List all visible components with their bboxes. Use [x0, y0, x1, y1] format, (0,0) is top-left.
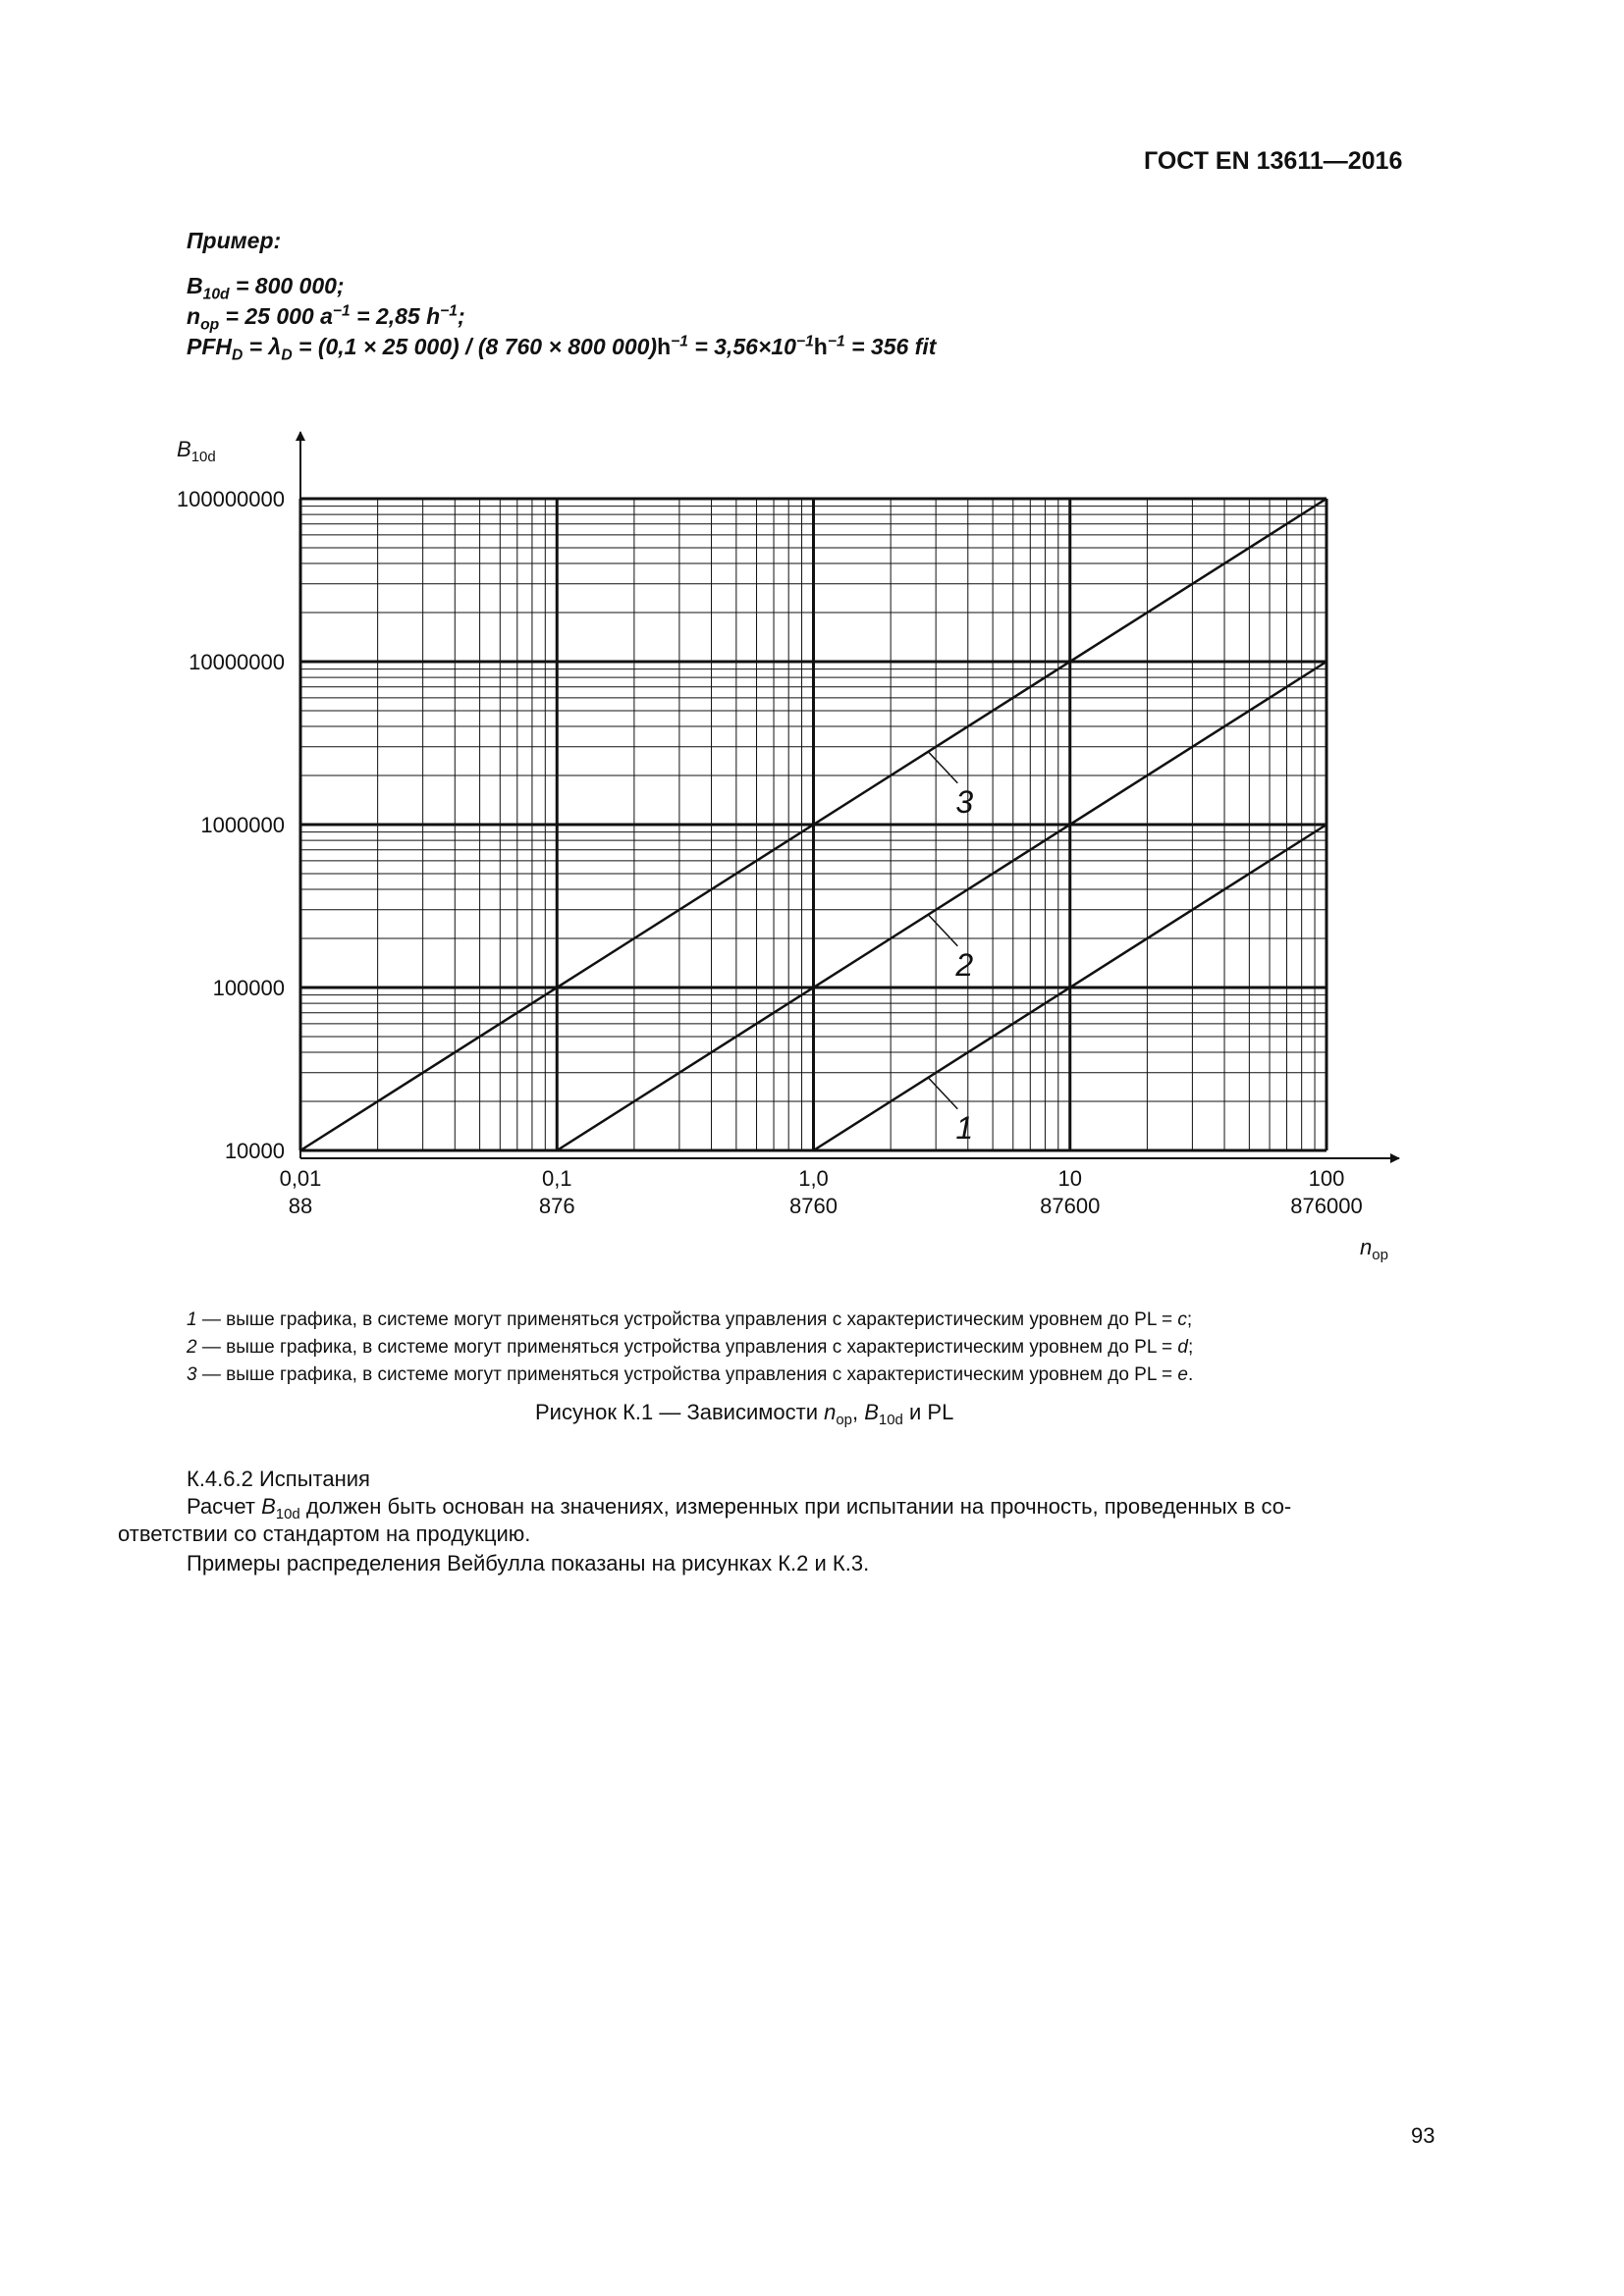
series-label-3: 3 [955, 783, 974, 820]
y-tick-label: 100000 [212, 976, 285, 1000]
example-line-pfhd: $PFH_D = \lambda_D = (0,1 \times 25$ 000) / (8 760 × 800 $000)h^{-1} = 3,56\times 10^{-1}h^{-1} = 356$ fit [187, 333, 937, 364]
series-leader-3 [928, 752, 957, 783]
section-paragraph-1-cont: ответствии со стандартом на продукцию. [118, 1522, 531, 1546]
example-title: Пример: [187, 228, 282, 253]
chart-note-3: 3 — выше графика, в системе могут применяться устройства управления с характеристическим уровнем до PL = e. [187, 1364, 1194, 1385]
page-number: 93 [1411, 2123, 1435, 2148]
y-tick-label: 100000000 [176, 487, 285, 511]
section-heading: К.4.6.2 Испытания [187, 1467, 370, 1491]
y-axis-label: $B_{10d}$ [177, 437, 216, 465]
x-tick-label-hours: 876 [538, 1194, 575, 1218]
x-tick-label: 0,01 [279, 1166, 322, 1191]
x-tick-label-hours: 8760 [789, 1194, 838, 1218]
y-tick-label: 1000000 [200, 813, 285, 837]
x-tick-label: 0,1 [541, 1166, 572, 1191]
series-leader-1 [928, 1078, 957, 1109]
example-line-nop: $n_{op} = 25$ 000 $a^{-1} = 2,85$ $h^{-1}$; [187, 302, 465, 334]
x-tick-label-hours: 88 [288, 1194, 313, 1218]
x-tick-label: 100 [1308, 1166, 1345, 1191]
document-header: ГОСТ EN 13611—2016 [1144, 147, 1403, 175]
x-tick-label-hours: 87600 [1040, 1194, 1101, 1218]
x-tick-label: 1,0 [798, 1166, 829, 1191]
series-line-2 [557, 662, 1326, 1150]
series-label-1: 1 [955, 1109, 974, 1146]
example-line-b10d: $B_{10d} = 800$ 000; [187, 273, 345, 303]
chart-note-2: 2 — выше графика, в системе могут применяться устройства управления с характеристическим уровнем до PL = d; [187, 1337, 1194, 1358]
y-tick-label: 10000 [224, 1139, 285, 1163]
figure-caption: Рисунок К.1 — Зависимости $n_{op}$, $B_{10d}$ и PL [535, 1400, 954, 1429]
x-tick-label-hours: 876000 [1290, 1194, 1363, 1218]
series-leader-2 [928, 915, 957, 946]
chart-note-1: 1 — выше графика, в системе могут применяться устройства управления с характеристическим уровнем до PL = c; [187, 1309, 1193, 1330]
section-paragraph-1: Расчет $B_{10d}$ должен быть основан на значениях, измеренных при испытании на прочность, проведенных в со- [187, 1494, 1292, 1523]
series-label-2: 2 [955, 946, 974, 983]
x-axis-label: $n_{op}$ [1360, 1235, 1388, 1263]
section-paragraph-2: Примеры распределения Вейбулла показаны на рисунках К.2 и К.3. [187, 1551, 870, 1575]
y-tick-label: 10000000 [189, 650, 285, 674]
x-tick-label: 10 [1057, 1166, 1082, 1191]
